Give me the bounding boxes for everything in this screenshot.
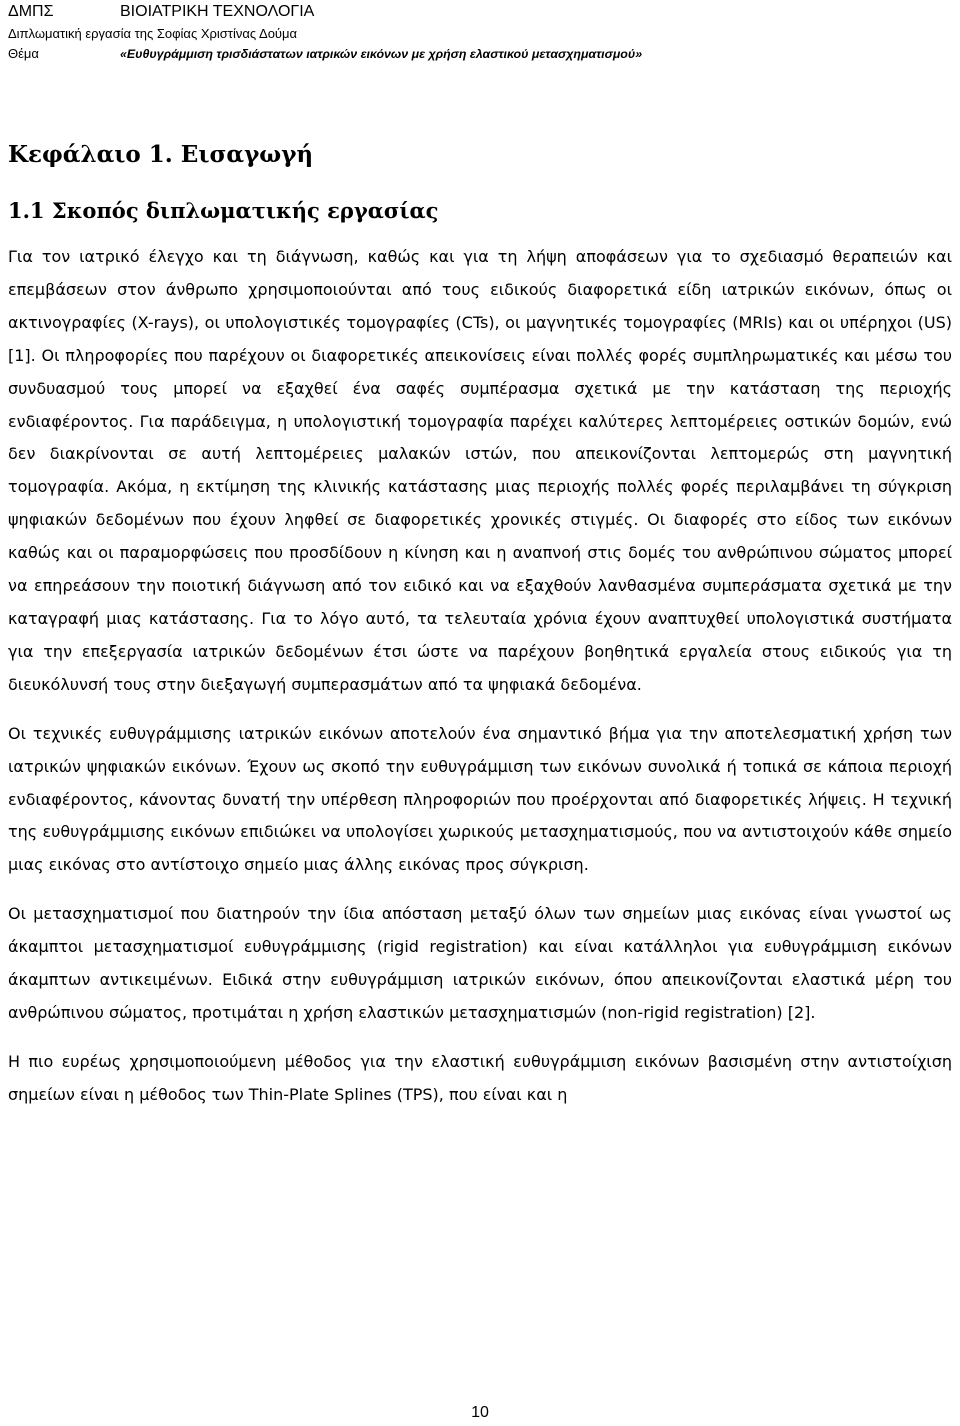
paragraph: Οι τεχνικές ευθυγράμμισης ιατρικών εικόνων αποτελούν ένα σημαντικό βήμα για την αποτελεσματική χρήση των ιατρικών ψηφιακών εικόνων. Έχουν ως σκοπό την ευθυγράμμιση των εικόνων συνολικά ή τοπικά σε κάποια περιοχή ενδιαφέροντος, κάνοντας δυνατή την υπέρθεση πληροφοριών που προέρχονται από διαφορετικές λήψεις. Η τεχνική της ευθυγράμμισης εικόνων επιδιώκει να υπολογίσει χωρικούς μετασχηματισμούς, που να αντιστοιχούν κάθε σημείο μιας εικόνας στο αντίστοιχο σημείο μιας άλλης εικόνας προς σύγκριση. xyxy=(8,723,952,875)
header-program: ΒΙΟΙΑΤΡΙΚΗ ΤΕΧΝΟΛΟΓΙΑ xyxy=(120,3,315,20)
header-topic-label: Θέμα xyxy=(8,46,39,61)
header-row-topic xyxy=(8,44,952,64)
page-number: 10 xyxy=(471,1404,489,1421)
header-thesis-line: Διπλωματική εργασία της Σοφίας Χριστίνας Δούμα xyxy=(8,26,298,41)
header-row-thesis xyxy=(8,24,952,44)
paragraph: Η πιο ευρέως χρησιμοποιούμενη μέθοδος για την ελαστική ευθυγράμμιση εικόνων βασισμένη στην αντιστοίχιση σημείων είναι η μέθοδος των Thin-Plate Splines (TPS), που είναι και η xyxy=(8,1051,952,1104)
section-title: 1.1 Σκοπός διπλωματικής εργασίας xyxy=(8,198,439,223)
paragraph: Για τον ιατρικό έλεγχο και τη διάγνωση, καθώς και για τη λήψη αποφάσεων για το σχεδιασμό θεραπειών και επεμβάσεων στον άνθρωπο χρησιμοποιούνται από τους ειδικούς διαφορετικά είδη ιατρικών εικόνων, όπως οι ακτινογραφίες (X-rays), οι υπολογιστικές τομογραφίες (CTs), οι μαγνητικές τομογραφίες (MRIs) και οι υπέρηχοι (US)[1]. Οι πληροφορίες που παρέχουν οι διαφορετικές απεικονίσεις είναι πολλές φορές συμπληρωματικές και μέσω του συνδυασμού τους μπορεί να εξαχθεί ένα σαφές συμπέρασμα σχετικά με την κατάσταση της περιοχής ενδιαφέροντος. Για παράδειγμα, η υπολογιστική τομογραφία παρέχει καλύτερες λεπτομέρειες οστικών δομών, ενώ δεν διακρίνονται σε αυτή λεπτομέρειες μαλακών ιστών, που απεικονίζονται λεπτομερώς στη μαγνητική τομογραφία. Ακόμα, η εκτίμηση της κλινικής κατάστασης μιας περιοχής πολλές φορές περιλαμβάνει τη σύγκριση ψηφιακών δεδομένων που έχουν ληφθεί σε διαφορετικές χρονικές στιγμές. Οι διαφορές στο είδος των εικόνων καθώς και οι παραμορφώσεις που προσδίδουν η κίνηση και η αναπνοή στις δομές του ανθρώπινου σώματος μπορεί να επηρεάσουν την ποιοτική διάγνωση από τον ειδικό και να εξαχθούν λανθασμένα συμπεράσματα σχετικά με την καταγραφή μιας κατάστασης. Για το λόγο αυτό, τα τελευταία χρόνια έχουν αναπτυχθεί υπολογιστικά συστήματα για την επεξεργασία ιατρικών δεδομένων έτσι ώστε να παρέχουν βοηθητικά εργαλεία στους ειδικούς για τη διευκόλυνσή τους στην διεξαγωγή συμπερασμάτων από τα ψηφιακά δεδομένα. xyxy=(8,247,952,694)
header-row-program xyxy=(8,0,952,24)
paragraph: Οι μετασχηματισμοί που διατηρούν την ίδια απόσταση μεταξύ όλων των σημείων μιας εικόνας είναι γνωστοί ως άκαμπτοι μετασχηματισμοί ευθυγράμμισης (rigid registration) και είναι κατάλληλοι για ευθυγράμμιση εικόνων άκαμπτων αντικειμένων. Ειδικά στην ευθυγράμμιση ιατρικών εικόνων, όπου απεικονίζονται ελαστικά μέρη του ανθρώπινου σώματος, προτιμάται η χρήση ελαστικών μετασχηματισμών (non-rigid registration) [2]. xyxy=(8,904,952,1022)
header-topic: «Ευθυγράμμιση τρισδιάστατων ιατρικών εικόνων με χρήση ελαστικού μετασχηματισμού» xyxy=(120,47,643,61)
body-text xyxy=(8,241,952,1128)
page-header xyxy=(8,0,952,64)
header-org: ΔΜΠΣ xyxy=(8,3,54,20)
chapter-title: Κεφάλαιο 1. Εισαγωγή xyxy=(8,141,314,168)
